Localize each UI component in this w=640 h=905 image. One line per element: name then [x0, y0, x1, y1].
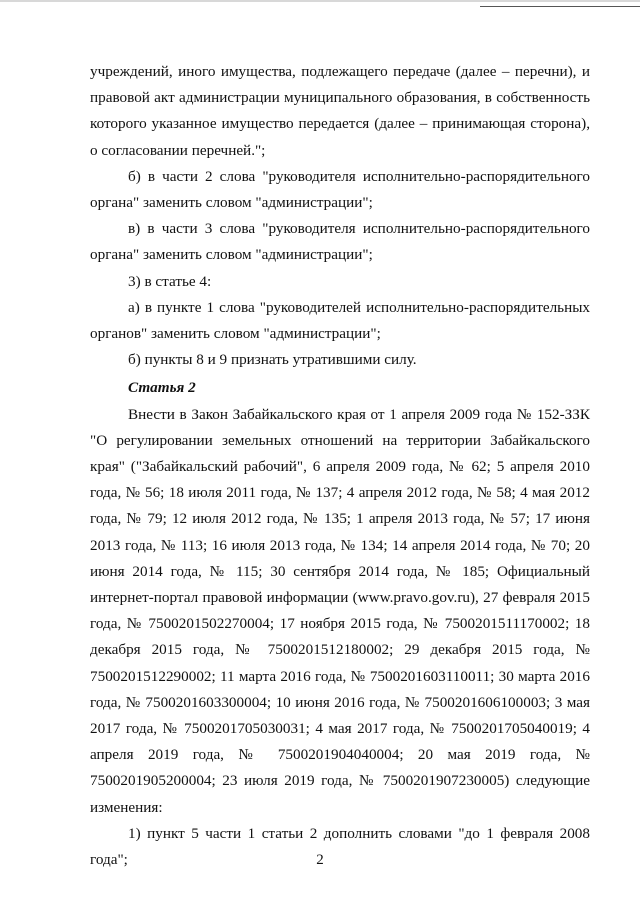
- paragraph-article-4: 3) в статье 4:: [128, 272, 212, 290]
- paragraph-perechni: учреждений, иного имущества, подлежащего передаче (далее – перечни), и правовой акт администрации муниципального образования, в собственность которого указанное имущество передается (далее – принимающая сторона), о согласовании перечней.";: [90, 63, 590, 159]
- paragraph-amendment-law: Внести в Закон Забайкальского края от 1 апреля 2009 года № 152-ЗЗК "О регулировании земельных отношений на территории Забайкальского края" ("Забайкальский рабочий", 6 апреля 2009 года, № 62; 5 апреля 2010 года, № 56; 18 июля 2011 года, № 137; 4 апреля 2012 года, № 58; 4 мая 2012 года, № 79; 12 июля 2012 года, № 135; 1 апреля 2013 года, № 57; 17 июня 2013 года, № 113; 16 июля 2013 года, № 134; 14 апреля 2014 года, № 70; 20 июня 2014 года, № 115; 30 сентября 2014 года, № 185; Официальный интернет-портал правовой информации (www.pravo.gov.ru), 27 февраля 2015 года, № 7500201502270004; 17 ноября 2015 года, № 7500201511170002; 18 декабря 2015 года, № 7500201512180002; 29 декабря 2015 года, № 7500201512290002; 11 марта 2016 года, № 7500201603110011; 30 марта 2016 года, № 7500201603300004; 10 июня 2016 года, № 7500201606100003; 3 мая 2017 года, № 7500201705030031; 4 мая 2017 года, № 7500201705040019; 4 апреля 2019 года, № 7500201904040004; 20 мая 2019 года, № 7500201905200004; 23 июля 2019 года, № 7500201907230005) следующие изменения:: [90, 405, 590, 816]
- page-number: 2: [316, 852, 324, 868]
- top-margin-line: [480, 6, 640, 7]
- paragraph-part-3: в) в части 3 слова "руководителя исполнительно-распорядительного органа" заменить словом "администрации";: [90, 220, 590, 264]
- document-body: [90, 59, 590, 873]
- paragraph-items-8-9: б) пункты 8 и 9 признать утратившими силу.: [128, 351, 417, 369]
- paragraph-amendment-item-1: 1) пункт 5 части 1 статьи 2 дополнить словами "до 1 февраля 2008 года";: [90, 824, 590, 869]
- article-heading: Статья 2: [128, 379, 196, 397]
- page-top-edge: [0, 0, 640, 2]
- paragraph-item-1: а) в пункте 1 слова "руководителей исполнительно-распорядительных органов" заменить словом "администрации";: [90, 298, 590, 343]
- paragraph-part-2: б) в части 2 слова "руководителя исполнительно-распорядительного органа" заменить словом "администрации";: [90, 167, 590, 212]
